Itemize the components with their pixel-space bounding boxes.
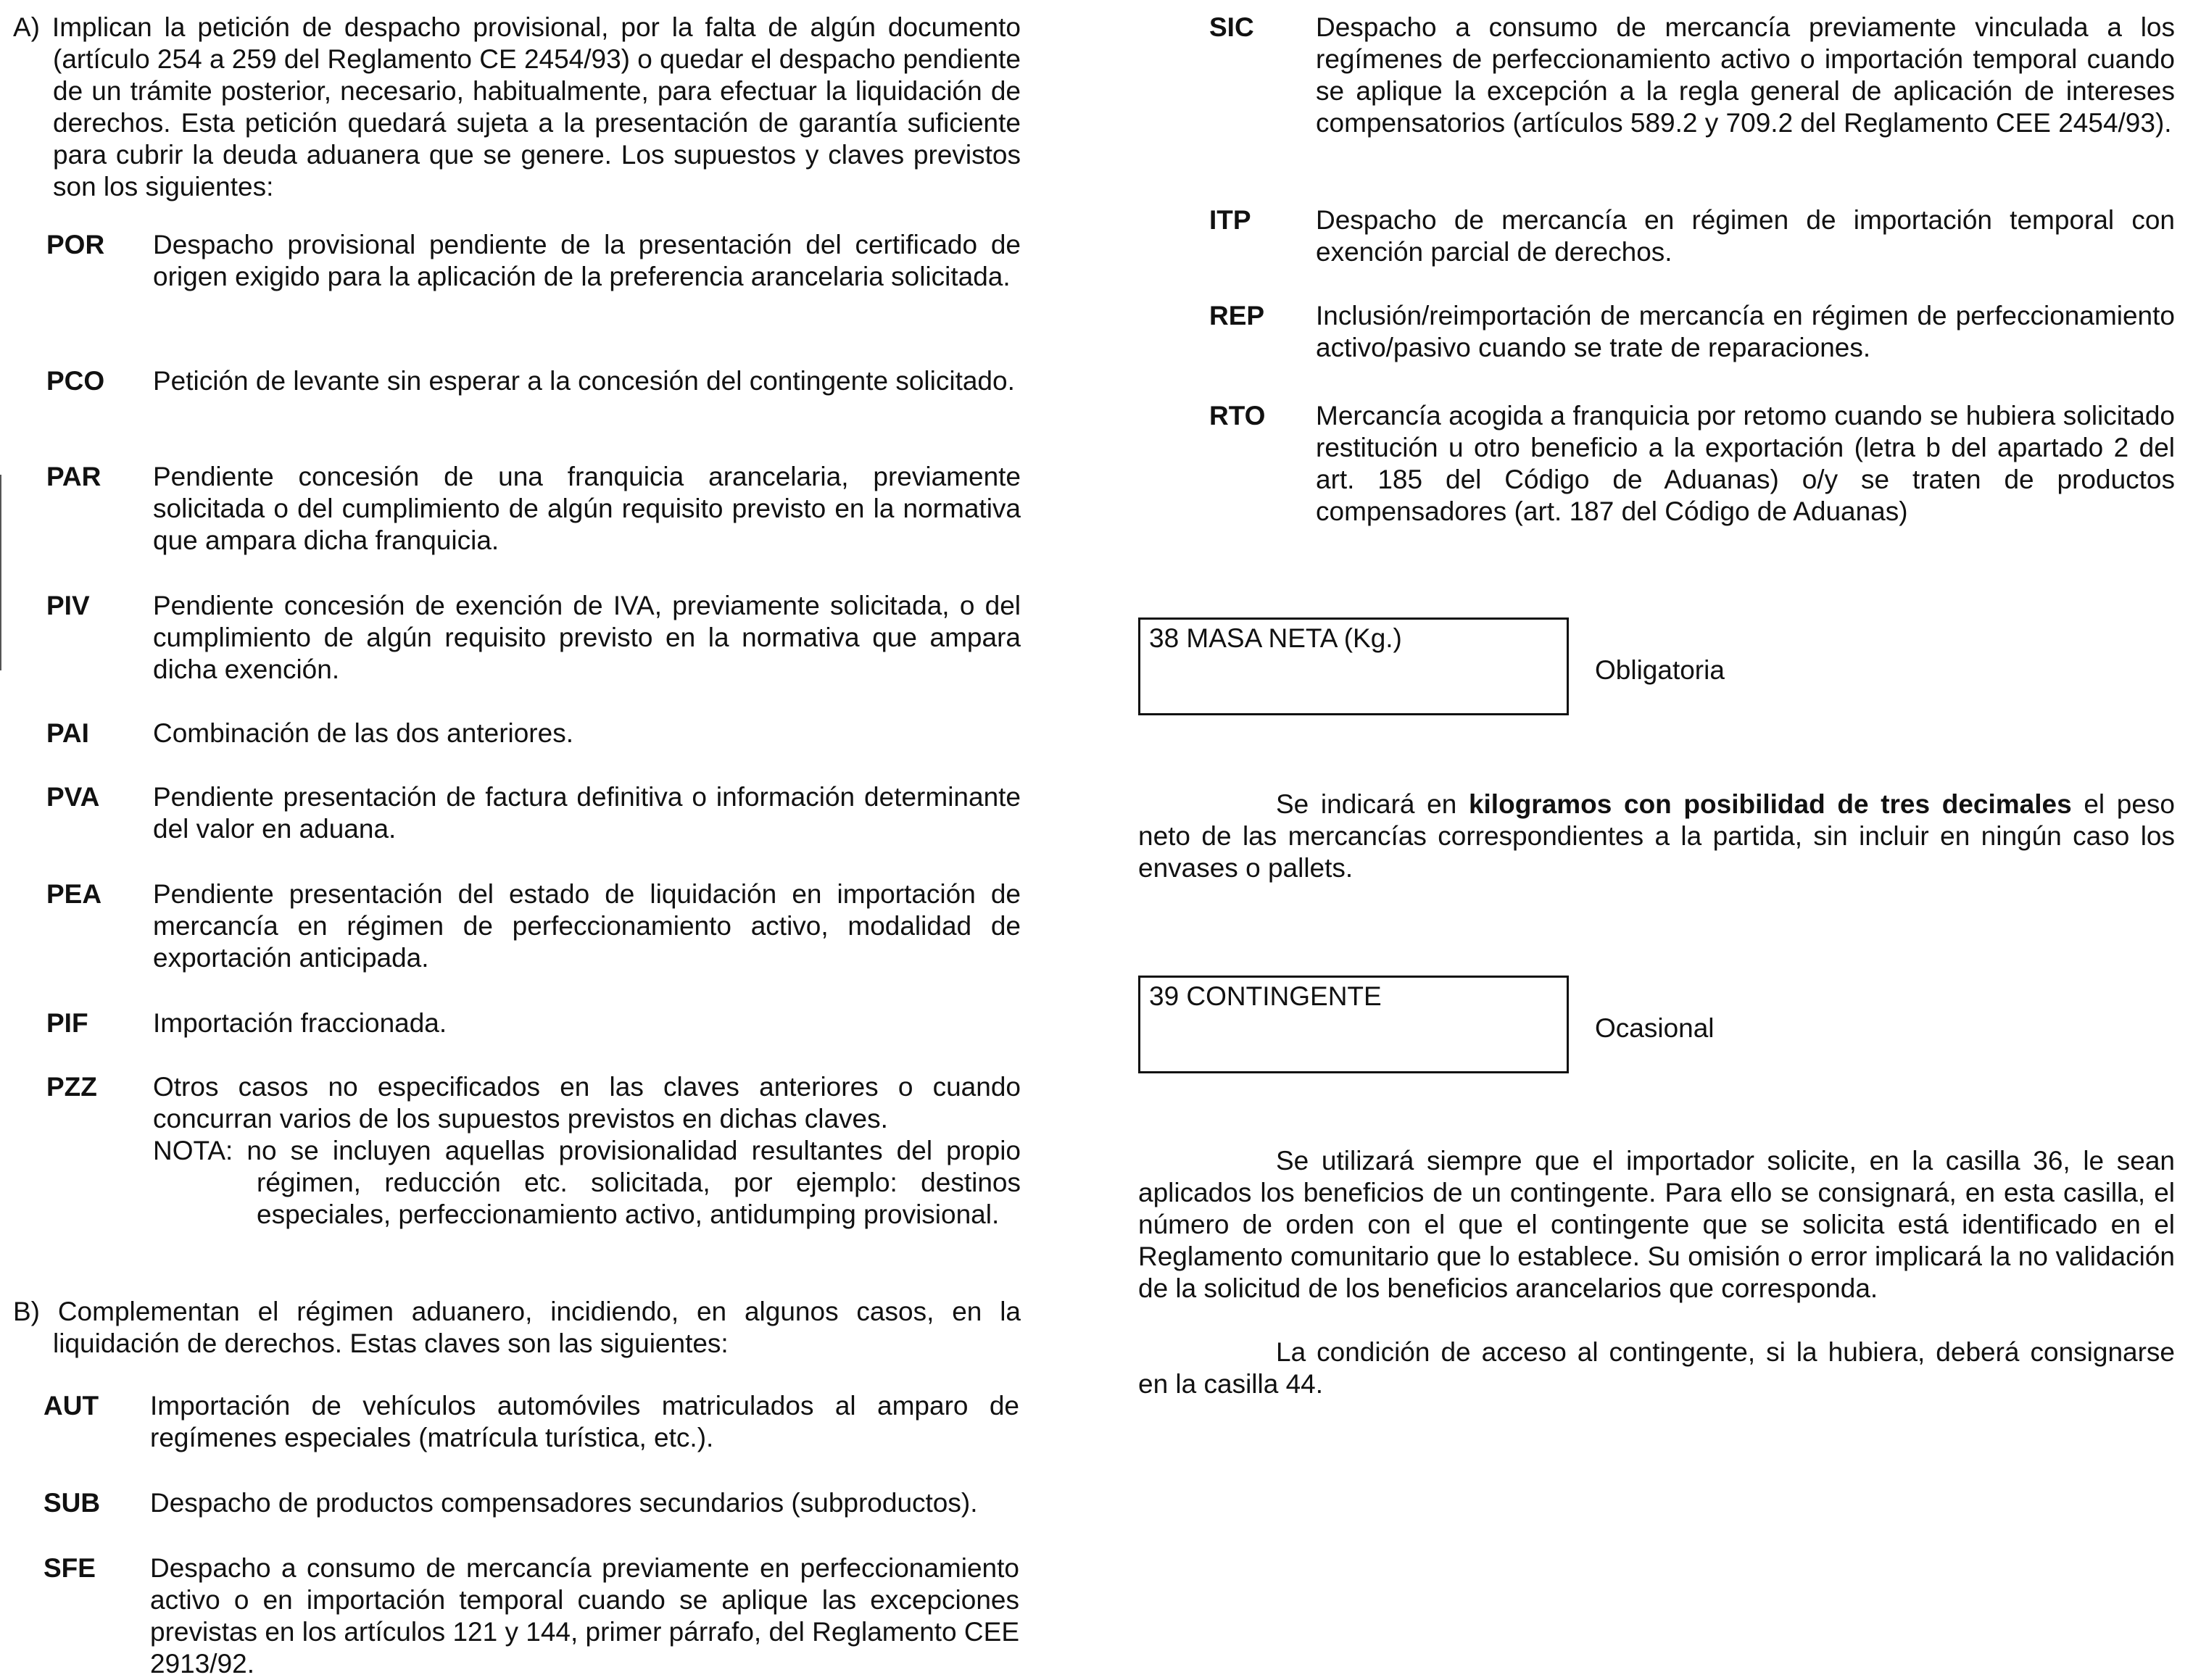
code-description: Inclusión/reimportación de mercancía en régimen de perfeccionamiento activo/pasivo cuando se trate de reparaciones. [1316,301,2175,362]
code-description: Importación de vehículos automóviles matriculados al amparo de regímenes especiales (matrícula turística, etc.). [150,1391,1019,1452]
field-box-39 [1138,976,1569,1073]
code-label: PVA [46,782,100,812]
field-status-39: Ocasional [1595,1013,1715,1043]
nota-text: NOTA: no se incluyen aquellas provisionalidad resultantes del propio régimen, reducción etc. solicitada, por ejemplo: destinos especiales, perfeccionamiento activo, antidumping provisional. [153,1136,1021,1229]
field-status-38: Obligatoria [1595,655,1725,685]
code-description: Despacho a consumo de mercancía previamente en perfeccionamiento activo o en importación temporal cuando se aplique las excepciones previstas en los artículos 121 y 144, primer párrafo, del Reglamento CEE 2913/92. [150,1553,1019,1679]
paragraph-condicion-acceso: La condición de acceso al contingente, si la hubiera, deberá consignarse en la casilla 44. [1138,1337,2175,1399]
paragraph-bold-text: kilogramos con posibilidad de tres decimales [1468,789,2072,819]
code-description: Combinación de las dos anteriores. [153,718,573,748]
code-label: RTO [1209,401,1266,431]
code-label: PAR [46,462,101,491]
code-label: ITP [1209,205,1251,235]
field-box-38 [1138,617,1569,715]
code-label: SIC [1209,12,1254,42]
code-description: Otros casos no especificados en las claves anteriores o cuando concurran varios de los supuestos previstos en dichas claves. [153,1072,1021,1134]
code-label: POR [46,230,105,259]
code-label: PCO [46,366,105,396]
code-description: Despacho a consumo de mercancía previamente vinculada a los regímenes de perfeccionamiento activo o importación temporal cuando se aplique la excepción a la regla general de aplicación de intereses compensatorios (artículos 589.2 y 709.2 del Reglamento CEE 2454/93). [1316,12,2175,138]
field-box-label: 39 CONTINGENTE [1149,981,1382,1011]
code-description: Despacho provisional pendiente de la presentación del certificado de origen exigido para la aplicación de la preferencia arancelaria solicitada. [153,230,1021,291]
code-label: SFE [43,1553,96,1583]
section-a-intro: A) Implican la petición de despacho provisional, por la falta de algún documento (artículo 254 a 259 del Reglamento CE 2454/93) o quedar el despacho pendiente de un trámite posterior, necesario, habitualmente, para efectuar la liquidación de derechos. Esta petición quedará sujeta a la presentación de garantía suficiente para cubrir la deuda aduanera que se genere. Los supuestos y claves previstos son los siguientes: [13,12,1021,201]
code-label: PAI [46,718,89,748]
code-description: Despacho de productos compensadores secundarios (subproductos). [150,1488,978,1518]
code-description: Pendiente presentación del estado de liquidación en importación de mercancía en régimen de perfeccionamiento activo, modalidad de exportación anticipada. [153,879,1021,973]
code-label: REP [1209,301,1265,330]
paragraph-text: el peso neto de las mercancías correspondientes a la partida, sin incluir en ningún caso los envases o pallets. [1138,789,2176,883]
code-label: PZZ [46,1072,97,1102]
code-label: AUT [43,1391,99,1421]
code-label: PEA [46,879,102,909]
code-description: Petición de levante sin esperar a la concesión del contingente solicitado. [153,366,1015,396]
code-description: Pendiente concesión de una franquicia arancelaria, previamente solicitada o del cumplimiento de algún requisito previsto en la normativa que ampara dicha franquicia. [153,462,1021,555]
code-description: Pendiente presentación de factura definitiva o información determinante del valor en aduana. [153,782,1021,844]
section-b-intro: B) Complementan el régimen aduanero, incidiendo, en algunos casos, en la liquidación de derechos. Estas claves son las siguientes: [13,1297,1021,1358]
code-label: PIF [46,1008,88,1038]
code-description: Mercancía acogida a franquicia por retomo cuando se hubiera solicitado restitución u otro beneficio a la exportación (letra b del apartado 2 del art. 185 del Código de Aduanas) o/y se traten de productos compensadores (art. 187 del Código de Aduanas) [1316,401,2175,526]
code-description: Despacho de mercancía en régimen de importación temporal con exención parcial de derechos. [1316,205,2175,267]
margin-line [0,475,1,670]
paragraph-contingente: Se utilizará siempre que el importador solicite, en la casilla 36, le sean aplicados los beneficios de un contingente. Para ello se consignará, en esta casilla, el número de orden con el que el contingente que se solicita está identificado en el Reglamento comunitario que lo establece. Su omisión o error implicará la no validación de la solicitud de los beneficios arancelarios que corresponda. [1138,1146,2175,1303]
paragraph-text: Se indicará en [1276,789,1469,819]
code-description: Importación fraccionada. [153,1008,447,1038]
code-label: SUB [43,1488,101,1518]
paragraph-masa-neta [1138,789,2175,884]
code-description: Pendiente concesión de exención de IVA, previamente solicitada, o del cumplimiento de algún requisito previsto en la normativa que ampara dicha exención. [153,591,1021,684]
field-box-label: 38 MASA NETA (Kg.) [1149,623,1402,653]
code-label: PIV [46,591,90,620]
